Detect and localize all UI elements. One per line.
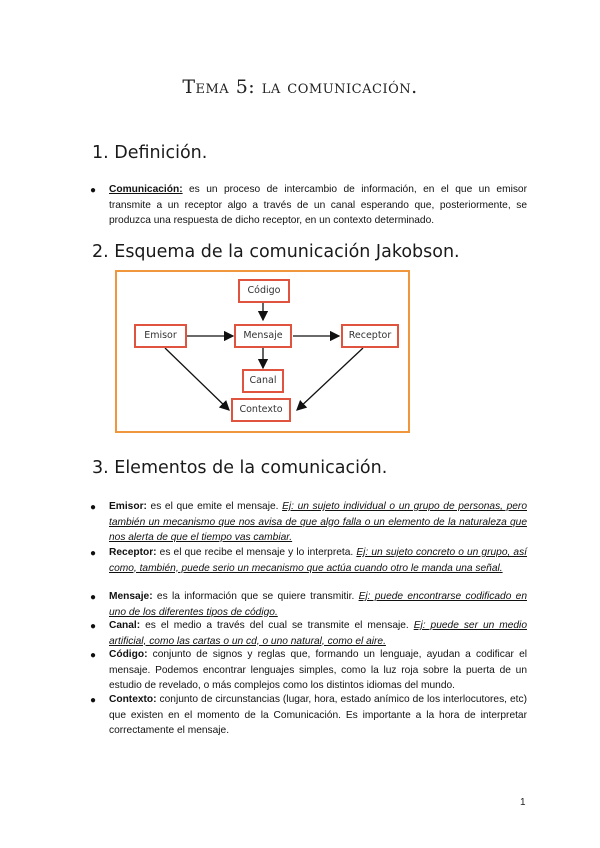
text-receptor: es el que recibe el mensaje y lo interpreta.: [156, 547, 357, 558]
section-heading-elementos: 3. Elementos de la comunicación.: [92, 458, 388, 478]
element-codigo: [109, 647, 527, 694]
text-emisor: es el que emite el mensaje.: [146, 501, 283, 512]
term-emisor: Emisor:: [109, 501, 147, 512]
definition-text: es un proceso de intercambio de información, en el que un emisor transmite a un receptor algo a través de un canal esperando que, posteriormente, se produzca una respuesta de dicho receptor, en un contexto determinado.: [109, 184, 527, 226]
section-heading-definicion: 1. Definición.: [92, 143, 208, 163]
jakobson-diagram: [115, 270, 410, 433]
bullet-dot: ●: [90, 548, 97, 559]
term-codigo: Código:: [109, 649, 148, 660]
bullet-dot: ●: [90, 502, 97, 513]
bullet-dot: ●: [90, 185, 97, 196]
term-contexto: Contexto:: [109, 694, 157, 705]
example-emisor: Ej: un sujeto individual o un grupo de personas, pero también un mecanismo que nos avisa de que algo falla o un elemento de la naturaleza que nos alerta de que el tiempo vas cambiar.: [109, 501, 527, 543]
text-codigo: conjunto de signos y reglas que, formando un lenguaje, ayudan a codificar el mensaje. Podemos encontrar lenguajes simples, como la luz roja sobre la puerta de un estudio de revelado, o más complejos como los distintos idiomas del mundo.: [109, 649, 527, 691]
node-canal: Canal: [242, 369, 284, 393]
page-title: Tema 5: la comunicación.: [182, 76, 418, 98]
element-canal: [109, 618, 527, 649]
element-mensaje: [109, 589, 527, 620]
example-receptor: Ej: un sujeto concreto o un grupo, así como, también, puede serio un mecanismo que actúa cuando otro le manda una señal.: [109, 547, 528, 574]
term-receptor: Receptor:: [109, 547, 157, 558]
element-contexto: [109, 692, 527, 739]
term-mensaje: Mensaje:: [109, 591, 153, 602]
section-heading-esquema: 2. Esquema de la comunicación Jakobson.: [92, 242, 460, 262]
definition-paragraph: [109, 182, 527, 229]
page-number: 1: [520, 797, 526, 808]
bullet-dot: ●: [90, 592, 97, 603]
bullet-dot: ●: [90, 621, 97, 632]
term-canal: Canal:: [109, 620, 141, 631]
example-mensaje: Ej: puede encontrarse codificado en uno de los diferentes tipos de código.: [109, 591, 527, 618]
node-receptor: Receptor: [341, 324, 399, 348]
element-receptor: [109, 545, 527, 576]
text-canal: es el medio a través del cual se transmite el mensaje.: [140, 620, 414, 631]
node-codigo: Código: [238, 279, 290, 303]
bullet-dot: ●: [90, 695, 97, 706]
text-contexto: conjunto de circunstancias (lugar, hora, estado anímico de los interlocutores, etc) que existen en el momento de la Comunicación. Es importante a la hora de interpretar correctamente el mensaje.: [109, 694, 527, 736]
node-mensaje: Mensaje: [234, 324, 292, 348]
example-canal: Ej: puede ser un medio artificial, como las cartas o un cd, o uno natural, como el aire.: [109, 620, 527, 647]
text-mensaje: es la información que se quiere transmitir.: [152, 591, 359, 602]
node-emisor: Emisor: [134, 324, 187, 348]
definition-term: Comunicación:: [109, 184, 183, 195]
arrow-emisor-contexto: [165, 348, 229, 410]
node-contexto: Contexto: [231, 398, 291, 422]
bullet-dot: ●: [90, 650, 97, 661]
element-emisor: [109, 499, 527, 546]
arrow-receptor-contexto: [297, 348, 363, 410]
